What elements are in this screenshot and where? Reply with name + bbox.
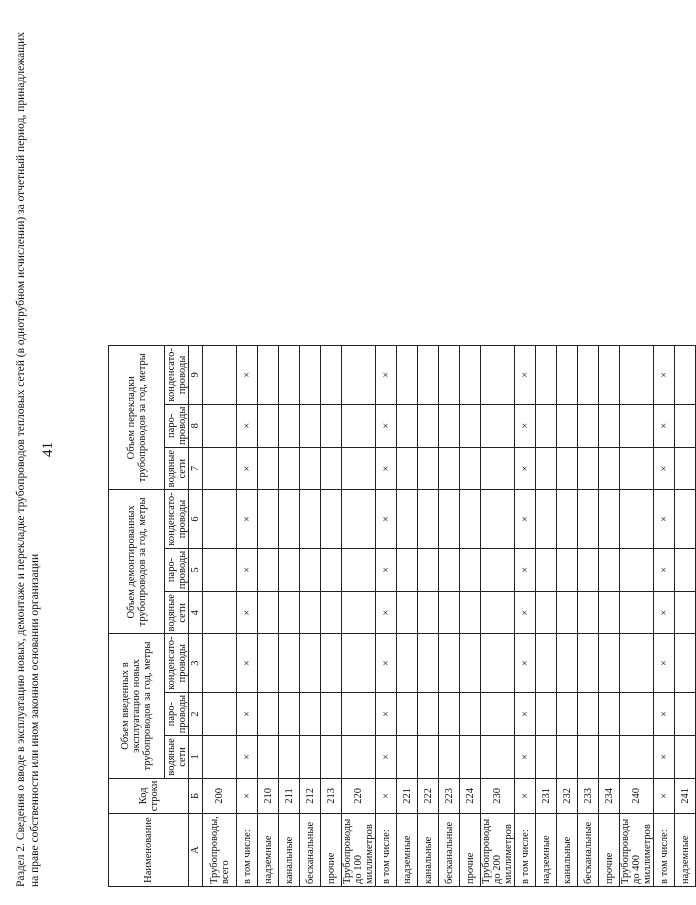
table-row bbox=[620, 346, 654, 887]
value-cell bbox=[557, 692, 578, 735]
row-code: 233 bbox=[578, 778, 599, 814]
value-cell bbox=[279, 404, 300, 447]
value-cell bbox=[460, 736, 481, 778]
value-cell bbox=[258, 548, 279, 591]
value-cell: × bbox=[515, 548, 536, 591]
row-code: 220 bbox=[342, 778, 376, 814]
subheader-water-2: водяные сети bbox=[165, 592, 189, 634]
value-cell bbox=[203, 634, 237, 692]
value-cell bbox=[279, 548, 300, 591]
table-row bbox=[300, 346, 321, 887]
value-cell: × bbox=[654, 592, 675, 634]
value-cell bbox=[418, 490, 439, 548]
subheader-steam-3: паро-проводы bbox=[165, 404, 189, 447]
value-cell bbox=[203, 592, 237, 634]
value-cell bbox=[418, 346, 439, 404]
value-cell bbox=[620, 736, 654, 778]
value-cell bbox=[258, 592, 279, 634]
colnum: 5 bbox=[189, 548, 203, 591]
value-cell bbox=[578, 592, 599, 634]
value-cell bbox=[536, 634, 557, 692]
value-cell bbox=[279, 692, 300, 735]
header-group-dismantled: Объем демонтированных трубопроводов за год, метры bbox=[109, 490, 165, 634]
value-cell: × bbox=[515, 592, 536, 634]
table-row bbox=[418, 346, 439, 887]
value-cell: × bbox=[237, 692, 258, 735]
row-name: бесканальные bbox=[439, 814, 460, 887]
subheader-condensate-3: конденсато-проводы bbox=[165, 346, 189, 404]
row-code: 222 bbox=[418, 778, 439, 814]
value-cell bbox=[258, 634, 279, 692]
value-cell bbox=[599, 634, 620, 692]
value-cell bbox=[557, 404, 578, 447]
value-cell bbox=[258, 692, 279, 735]
value-cell: × bbox=[515, 736, 536, 778]
value-cell bbox=[342, 548, 376, 591]
row-name: надземные bbox=[258, 814, 279, 887]
value-cell bbox=[557, 490, 578, 548]
value-cell bbox=[460, 447, 481, 489]
value-cell: × bbox=[376, 548, 397, 591]
value-cell bbox=[418, 447, 439, 489]
value-cell bbox=[439, 692, 460, 735]
value-cell: × bbox=[237, 634, 258, 692]
subheader-steam-1: паро-проводы bbox=[165, 692, 189, 735]
value-cell bbox=[439, 548, 460, 591]
table-row bbox=[578, 346, 599, 887]
value-cell bbox=[203, 346, 237, 404]
row-name: Трубопроводы до 100 миллиметров bbox=[342, 814, 376, 887]
value-cell bbox=[536, 346, 557, 404]
value-cell bbox=[599, 592, 620, 634]
value-cell bbox=[557, 736, 578, 778]
value-cell bbox=[675, 548, 696, 591]
row-name: надземные bbox=[536, 814, 557, 887]
value-cell bbox=[481, 592, 515, 634]
colnum: Б bbox=[189, 778, 203, 814]
value-cell: × bbox=[237, 490, 258, 548]
value-cell: × bbox=[515, 404, 536, 447]
table-row bbox=[321, 346, 342, 887]
value-cell bbox=[397, 692, 418, 735]
row-code: 224 bbox=[460, 778, 481, 814]
value-cell bbox=[279, 592, 300, 634]
row-name: Трубопроводы, всего bbox=[203, 814, 237, 887]
value-cell bbox=[578, 548, 599, 591]
value-cell bbox=[620, 404, 654, 447]
value-cell bbox=[203, 490, 237, 548]
value-cell bbox=[578, 346, 599, 404]
row-name: в том числе: bbox=[515, 814, 536, 887]
value-cell bbox=[481, 490, 515, 548]
value-cell bbox=[397, 736, 418, 778]
row-name: прочие bbox=[321, 814, 342, 887]
value-cell bbox=[342, 634, 376, 692]
value-cell bbox=[321, 447, 342, 489]
table-row bbox=[515, 346, 536, 887]
table-row bbox=[460, 346, 481, 887]
table-row bbox=[599, 346, 620, 887]
row-name: прочие bbox=[460, 814, 481, 887]
table-row bbox=[675, 346, 696, 887]
colnum: 2 bbox=[189, 692, 203, 735]
value-cell bbox=[439, 447, 460, 489]
value-cell: × bbox=[654, 490, 675, 548]
value-cell: × bbox=[237, 346, 258, 404]
row-code: 212 bbox=[300, 778, 321, 814]
value-cell bbox=[300, 548, 321, 591]
row-name: в том числе: bbox=[237, 814, 258, 887]
value-cell bbox=[418, 404, 439, 447]
value-cell bbox=[620, 634, 654, 692]
value-cell bbox=[557, 548, 578, 591]
value-cell bbox=[279, 346, 300, 404]
value-cell bbox=[300, 447, 321, 489]
value-cell: × bbox=[376, 692, 397, 735]
row-name: канальные bbox=[557, 814, 578, 887]
row-name: бесканальные bbox=[300, 814, 321, 887]
row-code: × bbox=[237, 778, 258, 814]
pipelines-table bbox=[108, 345, 696, 887]
value-cell bbox=[397, 346, 418, 404]
value-cell: × bbox=[654, 634, 675, 692]
value-cell bbox=[536, 490, 557, 548]
value-cell bbox=[578, 447, 599, 489]
header-group-relaid: Объем перекладки трубопроводов за год, метры bbox=[109, 346, 165, 490]
row-code: 221 bbox=[397, 778, 418, 814]
value-cell: × bbox=[376, 592, 397, 634]
row-code: 232 bbox=[557, 778, 578, 814]
value-cell bbox=[342, 346, 376, 404]
value-cell bbox=[599, 490, 620, 548]
value-cell bbox=[557, 634, 578, 692]
value-cell: × bbox=[237, 548, 258, 591]
colnum: 7 bbox=[189, 447, 203, 489]
value-cell bbox=[675, 447, 696, 489]
value-cell bbox=[203, 404, 237, 447]
value-cell bbox=[342, 404, 376, 447]
table-row bbox=[439, 346, 460, 887]
row-name: надземные bbox=[397, 814, 418, 887]
value-cell: × bbox=[515, 692, 536, 735]
row-code: × bbox=[654, 778, 675, 814]
value-cell bbox=[279, 736, 300, 778]
value-cell bbox=[300, 592, 321, 634]
value-cell bbox=[418, 548, 439, 591]
subheader-water-1: водяные сети bbox=[165, 736, 189, 778]
row-name: Трубопроводы до 400 миллиметров bbox=[620, 814, 654, 887]
value-cell bbox=[300, 490, 321, 548]
value-cell bbox=[300, 404, 321, 447]
table-row bbox=[654, 346, 675, 887]
value-cell bbox=[675, 404, 696, 447]
value-cell: × bbox=[237, 404, 258, 447]
value-cell bbox=[203, 736, 237, 778]
value-cell bbox=[620, 490, 654, 548]
value-cell bbox=[460, 634, 481, 692]
value-cell bbox=[300, 634, 321, 692]
value-cell bbox=[620, 346, 654, 404]
header-code: Код строки bbox=[109, 778, 189, 814]
value-cell bbox=[557, 447, 578, 489]
value-cell: × bbox=[654, 447, 675, 489]
row-code: 210 bbox=[258, 778, 279, 814]
table-row bbox=[258, 346, 279, 887]
value-cell bbox=[460, 490, 481, 548]
value-cell bbox=[258, 447, 279, 489]
value-cell bbox=[481, 346, 515, 404]
value-cell bbox=[300, 346, 321, 404]
value-cell bbox=[578, 404, 599, 447]
value-cell bbox=[203, 548, 237, 591]
value-cell bbox=[460, 346, 481, 404]
value-cell bbox=[675, 692, 696, 735]
row-name: канальные bbox=[279, 814, 300, 887]
value-cell bbox=[675, 490, 696, 548]
table-row bbox=[279, 346, 300, 887]
value-cell bbox=[599, 404, 620, 447]
value-cell bbox=[557, 592, 578, 634]
row-name: бесканальные bbox=[578, 814, 599, 887]
row-code: 231 bbox=[536, 778, 557, 814]
colnum: 4 bbox=[189, 592, 203, 634]
value-cell bbox=[203, 692, 237, 735]
value-cell bbox=[578, 736, 599, 778]
value-cell: × bbox=[515, 490, 536, 548]
value-cell bbox=[321, 692, 342, 735]
value-cell bbox=[620, 447, 654, 489]
value-cell bbox=[536, 592, 557, 634]
value-cell bbox=[599, 692, 620, 735]
value-cell bbox=[675, 592, 696, 634]
value-cell bbox=[418, 736, 439, 778]
value-cell: × bbox=[654, 692, 675, 735]
row-code: 241 bbox=[675, 778, 696, 814]
page-number: 41 bbox=[40, 442, 56, 457]
value-cell bbox=[557, 346, 578, 404]
value-cell: × bbox=[515, 634, 536, 692]
value-cell bbox=[536, 447, 557, 489]
header-name: Наименование bbox=[109, 814, 189, 887]
value-cell bbox=[599, 548, 620, 591]
value-cell bbox=[460, 404, 481, 447]
value-cell bbox=[481, 404, 515, 447]
row-code: 234 bbox=[599, 778, 620, 814]
value-cell: × bbox=[376, 736, 397, 778]
value-cell bbox=[481, 548, 515, 591]
value-cell bbox=[418, 634, 439, 692]
value-cell bbox=[599, 346, 620, 404]
value-cell bbox=[675, 736, 696, 778]
value-cell bbox=[321, 548, 342, 591]
value-cell: × bbox=[376, 634, 397, 692]
colnum: 8 bbox=[189, 404, 203, 447]
value-cell bbox=[620, 692, 654, 735]
value-cell bbox=[342, 736, 376, 778]
value-cell bbox=[578, 692, 599, 735]
value-cell bbox=[675, 346, 696, 404]
header-group-new: Объем введенных в эксплуатацию новых трубопроводов за год, метры bbox=[109, 634, 165, 778]
value-cell bbox=[536, 736, 557, 778]
value-cell bbox=[300, 692, 321, 735]
value-cell bbox=[300, 736, 321, 778]
value-cell bbox=[481, 692, 515, 735]
subheader-condensate-1: конденсато-проводы bbox=[165, 634, 189, 692]
row-code: 223 bbox=[439, 778, 460, 814]
subheader-condensate-2: конденсато-проводы bbox=[165, 490, 189, 548]
row-code: × bbox=[376, 778, 397, 814]
value-cell: × bbox=[237, 447, 258, 489]
value-cell bbox=[321, 592, 342, 634]
value-cell bbox=[481, 736, 515, 778]
table-body bbox=[203, 346, 696, 887]
value-cell bbox=[578, 634, 599, 692]
row-name: канальные bbox=[418, 814, 439, 887]
subheader-steam-2: паро-проводы bbox=[165, 548, 189, 591]
row-name: Трубопроводы до 200 миллиметров bbox=[481, 814, 515, 887]
value-cell: × bbox=[237, 592, 258, 634]
value-cell bbox=[439, 346, 460, 404]
value-cell: × bbox=[376, 490, 397, 548]
value-cell bbox=[536, 404, 557, 447]
value-cell bbox=[279, 490, 300, 548]
value-cell bbox=[321, 346, 342, 404]
value-cell bbox=[397, 634, 418, 692]
table-row bbox=[557, 346, 578, 887]
value-cell bbox=[342, 490, 376, 548]
row-code: 240 bbox=[620, 778, 654, 814]
section-caption: Раздел 2. Сведения о вводе в эксплуатацию новых, демонтаже и перекладке трубопроводов тепловых сетей (в однотрубном исчислении) за отчетный период, принадлежащих на праве собственности или ином законном основании организации bbox=[15, 31, 41, 887]
value-cell bbox=[397, 548, 418, 591]
row-code: 230 bbox=[481, 778, 515, 814]
value-cell: × bbox=[376, 447, 397, 489]
row-name: надземные bbox=[675, 814, 696, 887]
row-name: прочие bbox=[599, 814, 620, 887]
value-cell: × bbox=[237, 736, 258, 778]
value-cell bbox=[258, 736, 279, 778]
value-cell bbox=[439, 490, 460, 548]
value-cell: × bbox=[515, 447, 536, 489]
value-cell: × bbox=[654, 548, 675, 591]
value-cell bbox=[460, 592, 481, 634]
colnum: 9 bbox=[189, 346, 203, 404]
table-row bbox=[342, 346, 376, 887]
value-cell bbox=[203, 447, 237, 489]
colnum: А bbox=[189, 814, 203, 887]
value-cell bbox=[397, 447, 418, 489]
row-code: × bbox=[515, 778, 536, 814]
row-code: 211 bbox=[279, 778, 300, 814]
value-cell bbox=[439, 404, 460, 447]
value-cell bbox=[258, 490, 279, 548]
colnum: 6 bbox=[189, 490, 203, 548]
value-cell bbox=[321, 490, 342, 548]
value-cell bbox=[481, 447, 515, 489]
value-cell bbox=[439, 736, 460, 778]
value-cell bbox=[397, 592, 418, 634]
value-cell bbox=[599, 447, 620, 489]
value-cell bbox=[258, 404, 279, 447]
value-cell bbox=[279, 447, 300, 489]
value-cell bbox=[321, 404, 342, 447]
value-cell bbox=[342, 692, 376, 735]
value-cell bbox=[321, 634, 342, 692]
value-cell bbox=[258, 346, 279, 404]
value-cell bbox=[418, 592, 439, 634]
table-row bbox=[203, 346, 237, 887]
value-cell bbox=[536, 692, 557, 735]
table-row bbox=[481, 346, 515, 887]
value-cell bbox=[342, 592, 376, 634]
colnum: 1 bbox=[189, 736, 203, 778]
value-cell bbox=[279, 634, 300, 692]
value-cell bbox=[599, 736, 620, 778]
row-name: в том числе: bbox=[654, 814, 675, 887]
colnum: 3 bbox=[189, 634, 203, 692]
value-cell bbox=[460, 692, 481, 735]
value-cell: × bbox=[376, 404, 397, 447]
value-cell bbox=[397, 404, 418, 447]
row-code: 200 bbox=[203, 778, 237, 814]
table-row bbox=[237, 346, 258, 887]
value-cell bbox=[536, 548, 557, 591]
value-cell bbox=[342, 447, 376, 489]
value-cell bbox=[578, 490, 599, 548]
table-row bbox=[397, 346, 418, 887]
subheader-water-3: водяные сети bbox=[165, 447, 189, 489]
table-row bbox=[376, 346, 397, 887]
value-cell: × bbox=[515, 346, 536, 404]
value-cell: × bbox=[376, 346, 397, 404]
value-cell bbox=[675, 634, 696, 692]
value-cell bbox=[418, 692, 439, 735]
value-cell bbox=[460, 548, 481, 591]
row-name: в том числе: bbox=[376, 814, 397, 887]
row-code: 213 bbox=[321, 778, 342, 814]
value-cell: × bbox=[654, 404, 675, 447]
value-cell bbox=[321, 736, 342, 778]
value-cell bbox=[620, 592, 654, 634]
value-cell: × bbox=[654, 346, 675, 404]
value-cell: × bbox=[654, 736, 675, 778]
value-cell bbox=[481, 634, 515, 692]
value-cell bbox=[620, 548, 654, 591]
value-cell bbox=[439, 592, 460, 634]
value-cell bbox=[439, 634, 460, 692]
value-cell bbox=[397, 490, 418, 548]
table-row bbox=[536, 346, 557, 887]
